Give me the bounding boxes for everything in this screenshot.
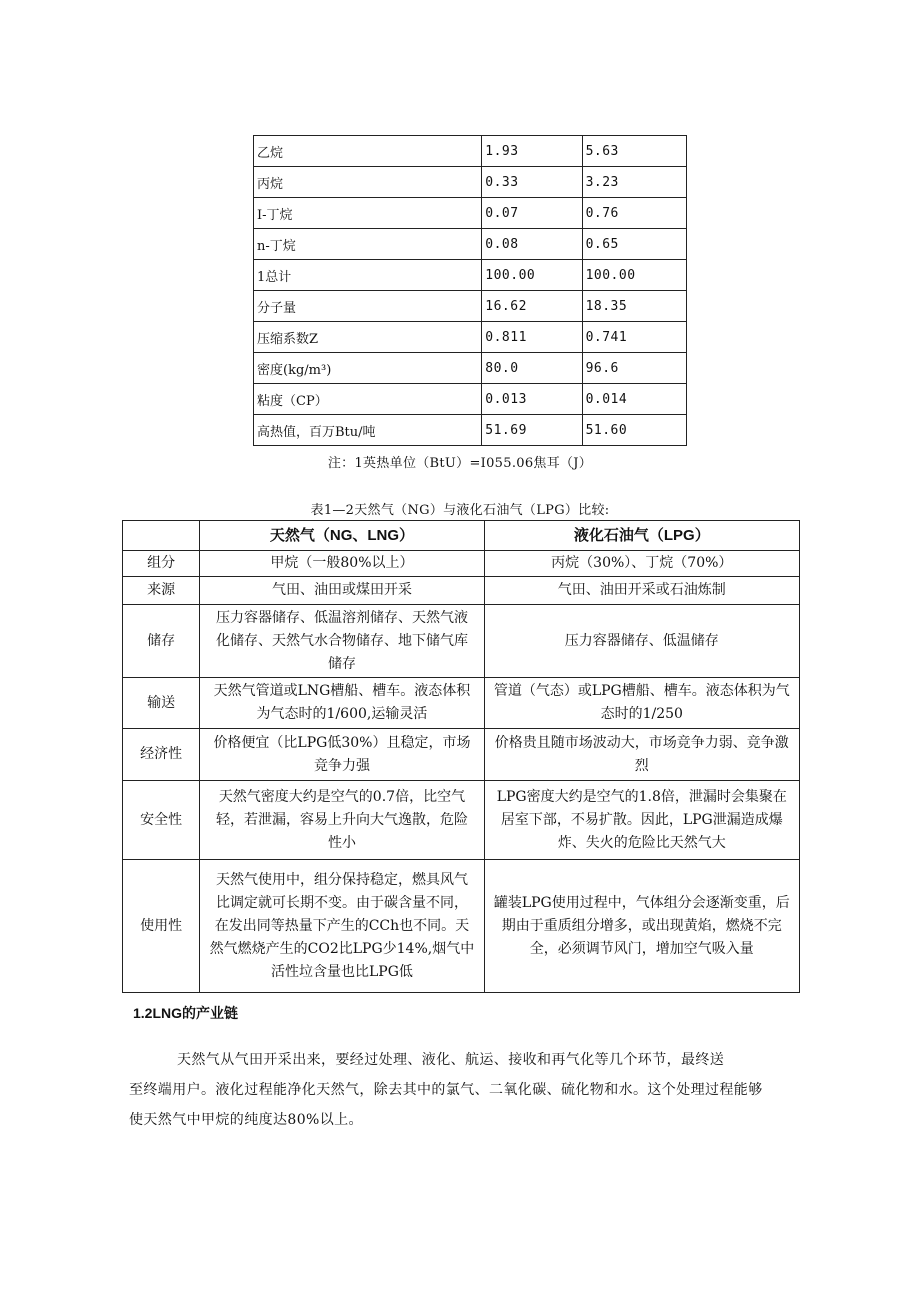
- row-label: 组分: [123, 551, 200, 577]
- row-label: 来源: [123, 577, 200, 605]
- row-label: I-丁烷: [254, 198, 482, 229]
- row-label: 乙烷: [254, 136, 482, 167]
- ng-cell: 甲烷（一般80%以上）: [200, 551, 484, 577]
- cell-line: 天然气密度大约是空气的0.7倍，比空气: [218, 788, 466, 805]
- row-label: 压缩系数Z: [254, 322, 482, 353]
- table-row: [123, 678, 800, 729]
- cell-line: 为气态时的1/600,运输灵活: [256, 706, 428, 722]
- cell-line: 烈: [634, 757, 649, 774]
- lng-value: 18.35: [582, 291, 686, 322]
- cell-line: 态时的1/250: [600, 706, 683, 722]
- table-row: [254, 322, 687, 353]
- row-label: 输送: [123, 678, 200, 729]
- table-row: [254, 260, 687, 291]
- lpg-cell: [484, 678, 799, 729]
- lng-value: 0.741: [582, 322, 686, 353]
- table-header-row: [123, 521, 800, 551]
- row-label: 高热值，百万Btu/吨: [254, 415, 482, 446]
- table-row: [254, 384, 687, 415]
- lng-value: 0.65: [582, 229, 686, 260]
- table-row: [123, 577, 800, 605]
- row-label: n-丁烷: [254, 229, 482, 260]
- cell-line: 化储存、天然气水合物储存、地下储气库: [215, 632, 468, 649]
- table-row: [254, 353, 687, 384]
- table1-note: 注：1英热单位（BtU）=I055.06焦耳（J）: [327, 456, 593, 471]
- cell-line: 然气燃烧产生的CO2比LPG少14%,烟气中: [209, 940, 475, 957]
- table2-caption: 表1—2天然气（NG）与液化石油气（LPG）比较:: [310, 503, 610, 518]
- lpg-cell: [484, 860, 799, 993]
- paragraph-line: 天然气从气田开采出来，要经过处理、液化、航运、接收和再气化等几个环节，最终送: [177, 1052, 725, 1068]
- ng-value: 1.93: [482, 136, 582, 167]
- row-label: 丙烷: [254, 167, 482, 198]
- cell-line: 比调定就可长期不变。由于碳含量不同，: [215, 894, 468, 911]
- ng-value: 80.0: [482, 353, 582, 384]
- lng-value: 0.76: [582, 198, 686, 229]
- lng-value: 0.014: [582, 384, 686, 415]
- table-row: [254, 415, 687, 446]
- table-row: [254, 291, 687, 322]
- row-label: 密度(kg/m³): [254, 353, 482, 384]
- cell-line: 天然气使用中，组分保持稳定，燃具风气: [215, 871, 468, 888]
- cell-line: 轻，若泄漏，容易上升向大气逸散，危险: [215, 811, 468, 828]
- ng-value: 0.08: [482, 229, 582, 260]
- ng-value: 0.33: [482, 167, 582, 198]
- cell-line: 价格便宜（比LPG低30%）且稳定，市场: [213, 734, 471, 751]
- lpg-cell: 气田、油田开采或石油炼制: [484, 577, 799, 605]
- row-label: 粘度（CP）: [254, 384, 482, 415]
- gas-composition-table: [253, 135, 687, 446]
- header-lpg: 液化石油气（LPG）: [484, 521, 799, 551]
- row-label: 1总计: [254, 260, 482, 291]
- table-row: [254, 229, 687, 260]
- table-row: [254, 198, 687, 229]
- row-label: 安全性: [123, 781, 200, 860]
- table-row: [123, 860, 800, 993]
- ng-cell: 气田、油田或煤田开采: [200, 577, 484, 605]
- table-row: [123, 729, 800, 781]
- cell-line: 储存: [327, 655, 356, 672]
- cell-line: 天然气管道或LNG槽船、槽车。液态体积: [213, 683, 471, 699]
- lng-value: 100.00: [582, 260, 686, 291]
- ng-cell: [200, 860, 484, 993]
- cell-line: 压力容器储存、低温溶剂储存、天然气液: [215, 609, 468, 626]
- cell-line: LPG密度大约是空气的1.8倍，泄漏时会集聚在: [496, 788, 787, 805]
- table-row: [254, 167, 687, 198]
- ng-lpg-comparison-table: [122, 520, 800, 993]
- lpg-cell: 丙烷（30%）、丁烷（70%）: [484, 551, 799, 577]
- ng-value: 0.013: [482, 384, 582, 415]
- cell-line: 罐装LPG使用过程中，气体组分会逐渐变重，后: [493, 894, 790, 911]
- cell-line: 居室下部，不易扩散。因此，LPG泄漏造成爆: [500, 811, 783, 828]
- cell-line: 期由于重质组分增多，或出现黄焰，燃烧不完: [501, 917, 782, 934]
- lpg-cell: [484, 729, 799, 781]
- cell-line: 性小: [327, 834, 356, 851]
- table-row: [254, 136, 687, 167]
- lng-value: 5.63: [582, 136, 686, 167]
- ng-value: 0.07: [482, 198, 582, 229]
- cell-line: 全，必须调节风门，增加空气吸入量: [529, 940, 754, 957]
- paragraph-line: 至终端用户。液化过程能净化天然气，除去其中的氯气、二氧化碳、硫化物和水。这个处理过程能够: [129, 1082, 763, 1098]
- header-ng: 天然气（NG、LNG）: [200, 521, 484, 551]
- cell-line: 竞争力强: [313, 757, 370, 774]
- ng-value: 16.62: [482, 291, 582, 322]
- cell-line: 活性垃含量也比LPG低: [271, 963, 413, 980]
- row-label: 使用性: [123, 860, 200, 993]
- ng-value: 0.811: [482, 322, 582, 353]
- row-label: 分子量: [254, 291, 482, 322]
- ng-cell: [200, 605, 484, 678]
- lpg-cell: 压力容器储存、低温储存: [484, 605, 799, 678]
- paragraph-line: 使天然气中甲烷的纯度达80%以上。: [129, 1112, 363, 1128]
- lng-value: 51.60: [582, 415, 686, 446]
- cell-line: 管道（气态）或LPG槽船、槽车。液态体积为气: [493, 683, 790, 699]
- lng-value: 96.6: [582, 353, 686, 384]
- ng-cell: [200, 781, 484, 860]
- ng-cell: [200, 678, 484, 729]
- cell-line: 炸、失火的危险比天然气大: [557, 834, 726, 851]
- cell-line: 在发出同等热量下产生的CCh也不同。天: [214, 917, 470, 934]
- ng-value: 51.69: [482, 415, 582, 446]
- ng-cell: [200, 729, 484, 781]
- ng-value: 100.00: [482, 260, 582, 291]
- header-blank: [123, 521, 200, 551]
- table-row: [123, 781, 800, 860]
- section-heading: 1.2LNG的产业链: [133, 1005, 239, 1021]
- table-row: [123, 551, 800, 577]
- lpg-cell: [484, 781, 799, 860]
- row-label: 经济性: [123, 729, 200, 781]
- cell-line: 价格贵且随市场波动大，市场竞争力弱、竞争激: [494, 734, 789, 751]
- lng-value: 3.23: [582, 167, 686, 198]
- row-label: 储存: [123, 605, 200, 678]
- table-row: [123, 605, 800, 678]
